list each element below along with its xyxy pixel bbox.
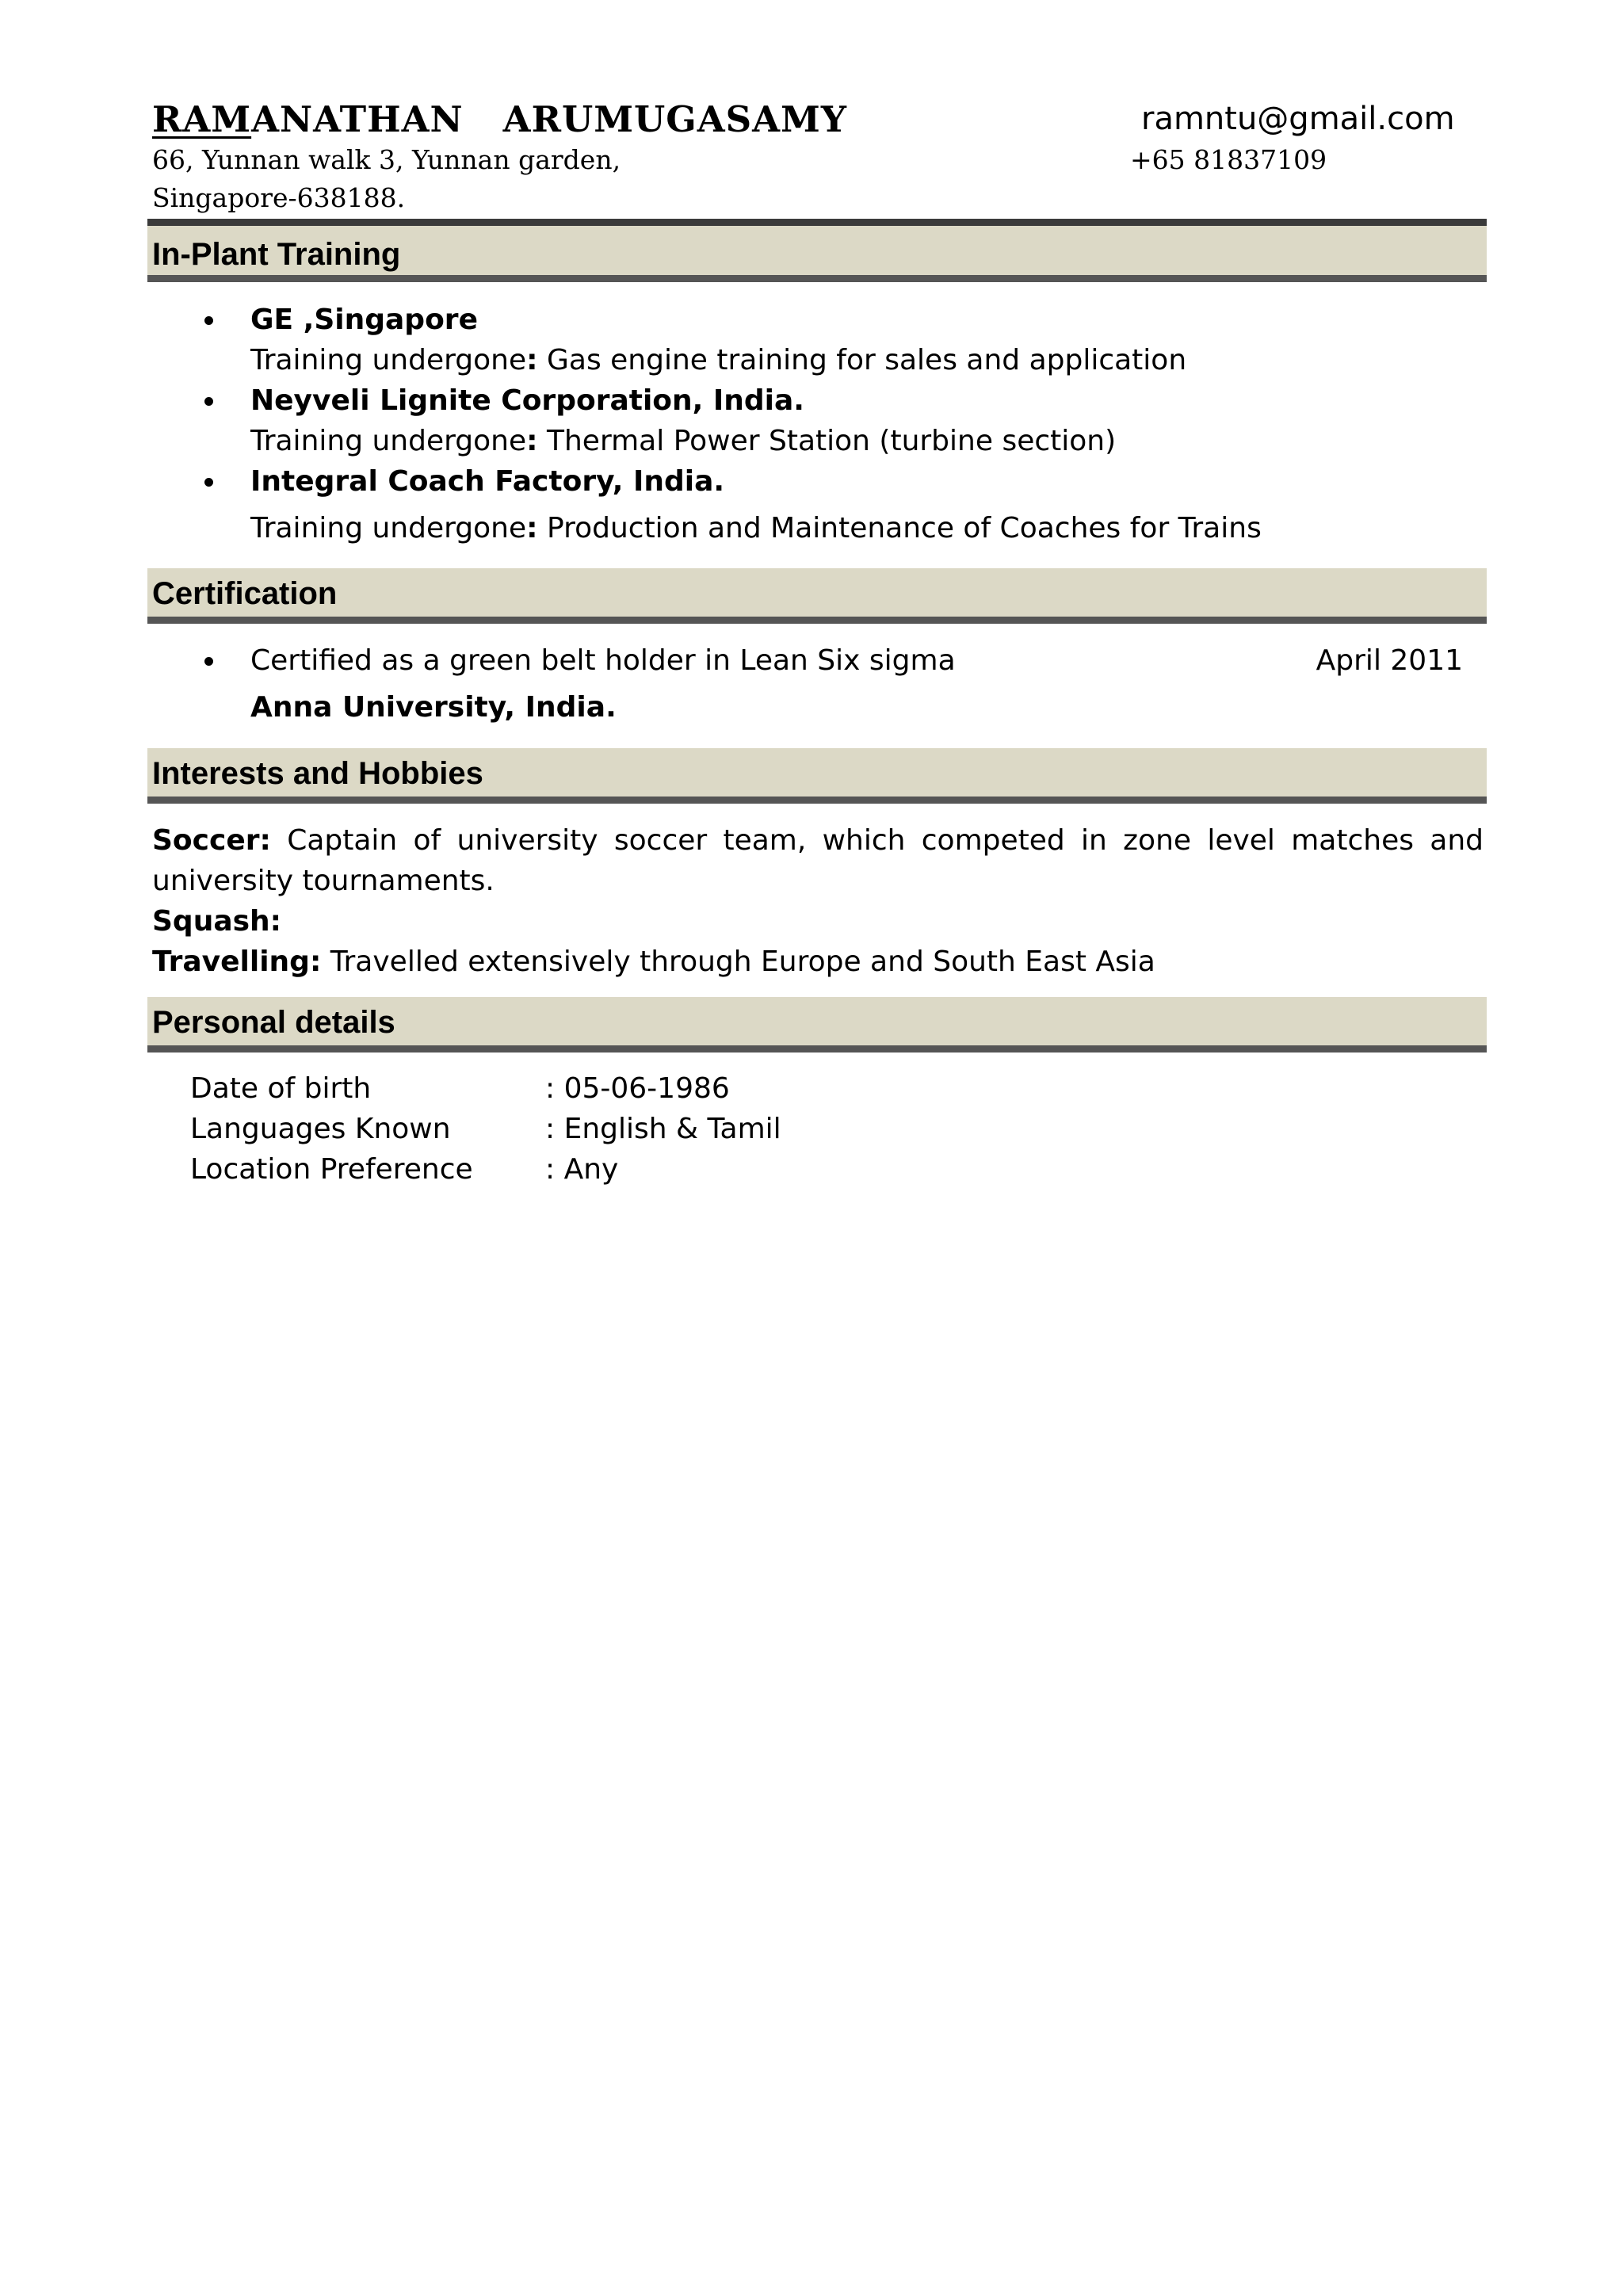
section-title-interests: Interests and Hobbies — [152, 756, 483, 791]
dob-label: Date of birth — [190, 1072, 372, 1105]
section-title-certification: Certification — [152, 576, 338, 611]
training-text-2: Thermal Power Station (turbine section) — [537, 425, 1117, 457]
training-detail-3 — [147, 508, 1487, 548]
interest-squash: Squash: — [152, 905, 282, 938]
certification-item — [147, 640, 1487, 681]
training-label-2: Training undergone — [250, 425, 527, 457]
resume-header — [147, 94, 1487, 219]
certification-block — [147, 640, 1487, 728]
training-org-3: Integral Coach Factory, India. — [147, 461, 1487, 502]
interest-travelling — [147, 942, 1487, 982]
certification-date: April 2011 — [1316, 644, 1463, 677]
name-rest-part: ANATHAN ARUMUGASAMY — [251, 98, 847, 140]
dob-value: : 05-06-1986 — [545, 1072, 730, 1105]
location-label: Location Preference — [190, 1153, 473, 1186]
section-header-interests — [147, 748, 1487, 804]
languages-label: Languages Known — [190, 1113, 451, 1145]
languages-value: : English & Tamil — [545, 1113, 781, 1145]
training-org-2: Neyveli Lignite Corporation, India. — [147, 380, 1487, 421]
travel-text: Travelled extensively through Europe and South East Asia — [321, 946, 1155, 978]
training-text-3: Production and Maintenance of Coaches for Trains — [537, 512, 1262, 544]
training-label-1: Training undergone — [250, 344, 527, 376]
interest-soccer — [147, 820, 1487, 901]
training-sep-1: : — [526, 344, 538, 376]
interests-block — [147, 820, 1487, 982]
section-title-training: In-Plant Training — [152, 237, 401, 272]
personal-row-location — [147, 1149, 1487, 1190]
address-line-2: Singapore-638188. — [152, 182, 406, 213]
training-org-1: GE ,Singapore — [147, 300, 1487, 340]
personal-row-dob — [147, 1068, 1487, 1109]
section-title-personal: Personal details — [152, 1005, 395, 1040]
section-header-training — [147, 219, 1487, 282]
training-label-3: Training undergone — [250, 512, 527, 544]
soccer-text: Captain of university soccer team, which competed in zone level matches and university tournaments. — [152, 824, 1484, 897]
personal-details-block — [147, 1068, 1487, 1190]
candidate-name — [152, 98, 847, 140]
training-detail-1 — [147, 340, 1487, 380]
soccer-label: Soccer: — [152, 824, 271, 857]
training-detail-2 — [147, 421, 1487, 461]
training-text-1: Gas engine training for sales and application — [537, 344, 1187, 376]
training-sep-3: : — [526, 512, 538, 544]
training-sep-2: : — [526, 425, 538, 457]
resume-page — [147, 94, 1487, 1186]
section-header-personal — [147, 997, 1487, 1052]
certification-text: Certified as a green belt holder in Lean Six sigma — [250, 644, 956, 677]
travel-label: Travelling: — [152, 946, 322, 978]
personal-row-languages — [147, 1109, 1487, 1149]
certification-institution: Anna University, India. — [250, 691, 617, 724]
address-line-1: 66, Yunnan walk 3, Yunnan garden, — [152, 144, 621, 175]
name-underlined-part: RAM — [152, 98, 252, 140]
section-header-certification — [147, 568, 1487, 624]
location-value: : Any — [545, 1153, 619, 1186]
phone-number: +65 81837109 — [1130, 144, 1327, 175]
email-address: ramntu@gmail.com — [1141, 101, 1455, 137]
training-list — [147, 300, 1487, 548]
